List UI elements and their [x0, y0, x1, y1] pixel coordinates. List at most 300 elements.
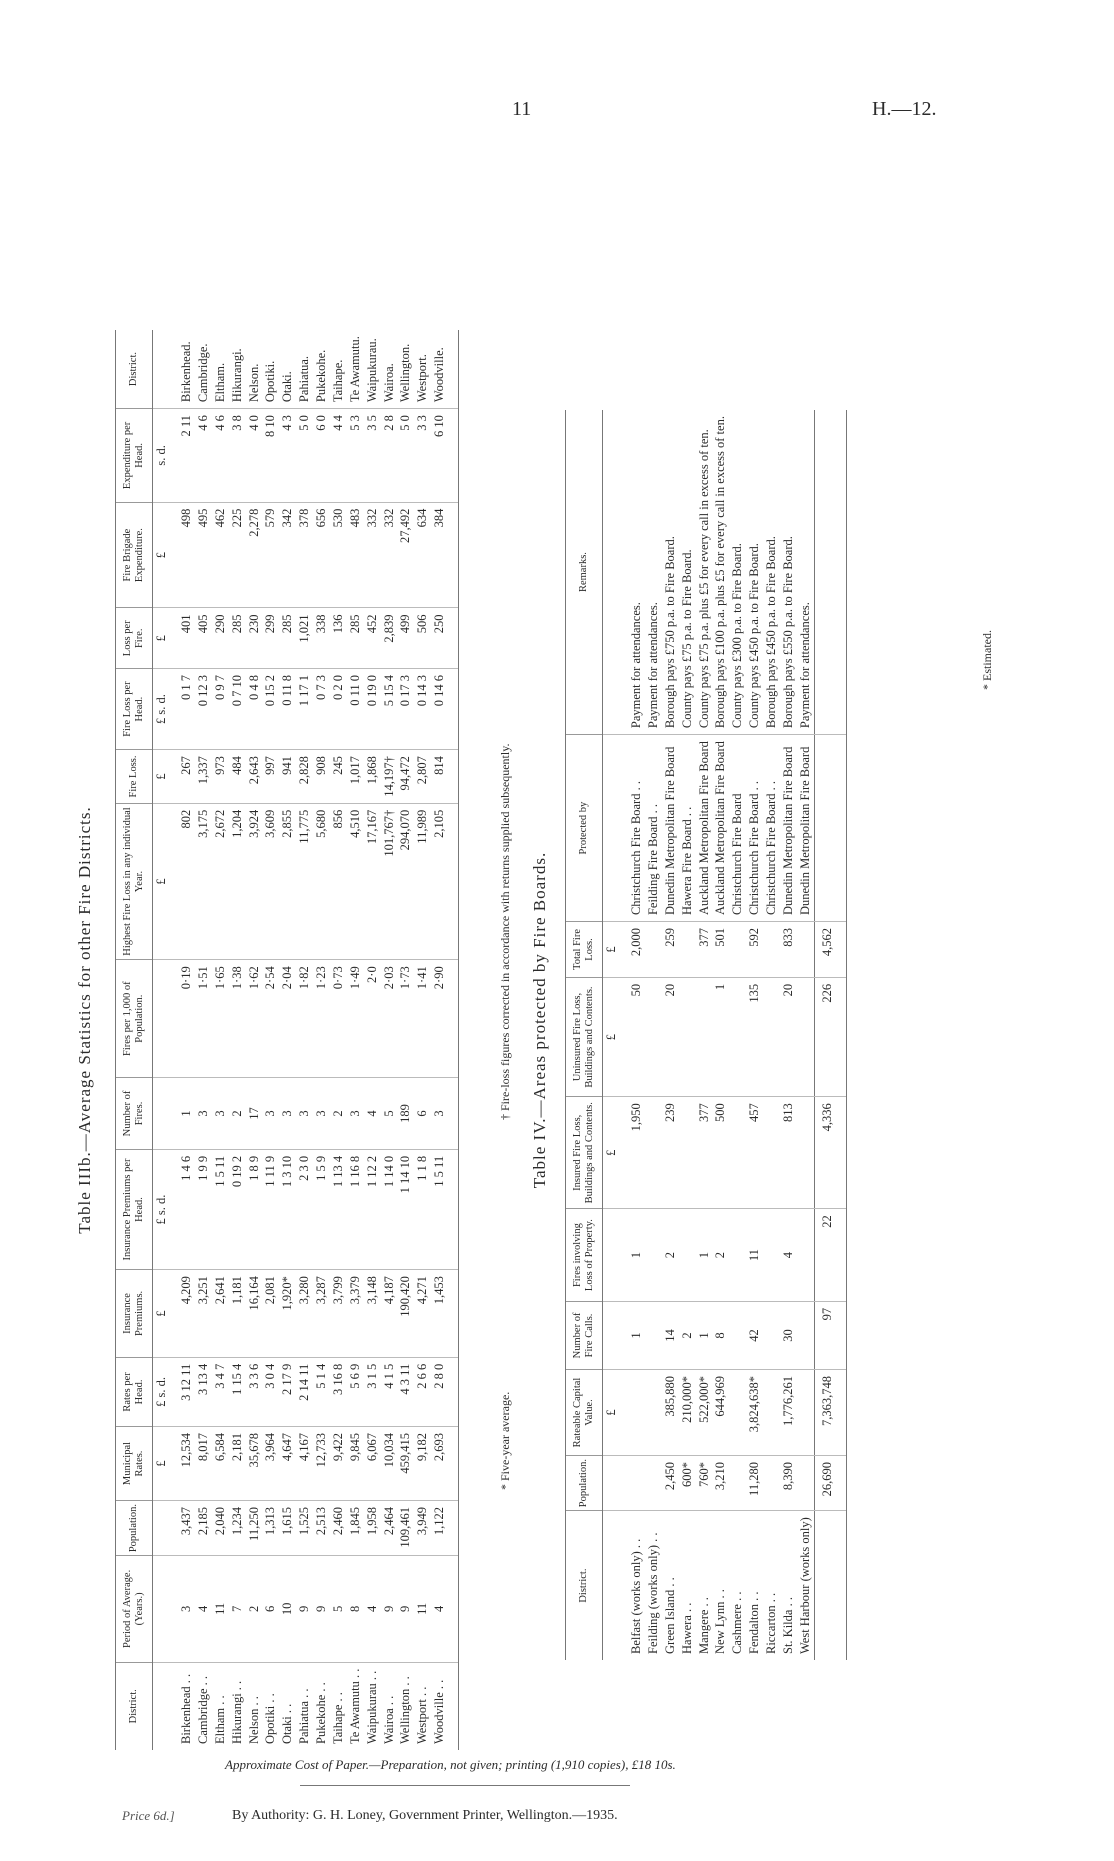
table-cell	[679, 977, 696, 1096]
table-cell: County pays £300 p.a. to Fire Board.	[729, 410, 746, 735]
table-cell: 1,337	[195, 750, 212, 804]
table-cell: 2	[679, 1301, 696, 1369]
table-cell	[797, 977, 814, 1096]
table-cell: Waipukurau.	[364, 330, 381, 409]
table-cell	[679, 1209, 696, 1302]
table-cell: 833	[780, 922, 797, 978]
table-cell: 3,609	[262, 803, 279, 959]
table-cell	[620, 1456, 645, 1511]
column-header: Insured Fire Loss, Buildings and Contents.	[566, 1097, 603, 1209]
table-cell: 4 6	[212, 409, 229, 503]
table-cell: 239	[662, 1097, 679, 1209]
table-cell: 2·54	[262, 960, 279, 1078]
table-cell: Taihape.	[330, 330, 347, 409]
table-cell: 1,122	[431, 1501, 458, 1556]
unit-cell	[603, 1456, 620, 1511]
table-cell: 1	[170, 1078, 195, 1150]
table-cell: 338	[313, 608, 330, 669]
table-cell: 20	[662, 977, 679, 1096]
table-cell	[797, 1209, 814, 1302]
table-cell: 378	[296, 502, 313, 608]
table-row	[679, 410, 696, 1660]
table-cell: 1	[712, 977, 729, 1096]
column-header: Insurance Premiums per Head.	[116, 1149, 153, 1269]
table-cell: 483	[347, 502, 364, 608]
table-cell: 600*	[679, 1456, 696, 1511]
table-cell: 1	[696, 1301, 713, 1369]
table-cell: 3,964	[262, 1427, 279, 1501]
table-cell: 1 4 6	[170, 1149, 195, 1269]
table-cell: 2	[330, 1078, 347, 1150]
table-cell: 3,924	[246, 803, 263, 959]
table-row	[780, 410, 797, 1660]
table-cell: 1 5 9	[313, 1149, 330, 1269]
unit-cell: £	[153, 1270, 170, 1358]
table-row	[431, 330, 458, 1750]
table-cell: 8	[712, 1301, 729, 1369]
table-cell: 384	[431, 502, 458, 608]
table-cell: 2,807	[414, 750, 431, 804]
total-cell: 4,562	[814, 922, 846, 978]
table-cell: Taihape . .	[330, 1692, 345, 1744]
table-4-header-row	[566, 410, 603, 1660]
table-cell: Hikurangi . .	[229, 1680, 244, 1744]
table-cell: 1	[620, 1209, 645, 1302]
table-cell: 11,775	[296, 803, 313, 959]
table-4-title: Table IV.—Areas protected by Fire Boards.	[530, 851, 549, 1189]
table-cell: 2,643	[246, 750, 263, 804]
table-cell: 135	[746, 977, 763, 1096]
page-number: 11	[512, 98, 532, 120]
table-cell: 2 6 6	[414, 1357, 431, 1426]
table-cell: 2 17 9	[279, 1357, 296, 1426]
table-cell: 2 8	[381, 409, 398, 503]
table-cell: 656	[313, 502, 330, 608]
column-header: Population.	[116, 1501, 153, 1556]
table-row	[330, 330, 347, 1750]
column-header: Fire Brigade Expenditure.	[116, 502, 153, 608]
total-cell	[814, 735, 846, 922]
unit-cell: £	[153, 502, 170, 608]
column-header: Loss per Fire.	[116, 608, 153, 669]
table-cell: 230	[246, 608, 263, 669]
table-cell: 2 11	[170, 409, 195, 503]
table-cell: 457	[746, 1097, 763, 1209]
table-cell: 9	[397, 1556, 414, 1662]
table-cell: 500	[712, 1097, 729, 1209]
table-cell: 814	[431, 750, 458, 804]
table-cell: 4 6	[195, 409, 212, 503]
table-row	[313, 330, 330, 1750]
table-cell: 1,776,261	[780, 1369, 797, 1455]
table-cell: Eltham . .	[212, 1695, 227, 1744]
table-cell: Birkenhead . .	[179, 1673, 193, 1744]
table-cell: 30	[780, 1301, 797, 1369]
column-header: Population.	[566, 1456, 603, 1511]
table-cell: 27,492	[397, 502, 414, 608]
total-cell: 26,690	[814, 1456, 846, 1511]
table-cell	[679, 1097, 696, 1209]
table-cell: 0 7 10	[229, 669, 246, 750]
table-cell: 5 0	[296, 409, 313, 503]
table-cell: 290	[212, 608, 229, 669]
unit-cell	[153, 1078, 170, 1150]
table-row	[763, 410, 780, 1660]
table-cell: 11	[414, 1556, 431, 1662]
table-cell: 94,472	[397, 750, 414, 804]
table-cell: 4,209	[170, 1270, 195, 1358]
table-cell: Fendalton . .	[747, 1591, 762, 1654]
column-header: Number of Fires.	[116, 1078, 153, 1150]
table-cell: 0 14 6	[431, 669, 458, 750]
table-3-body	[170, 330, 459, 1750]
unit-cell	[603, 1511, 620, 1660]
table-cell: St. Kilda . .	[780, 1597, 795, 1654]
table-cell: 377	[696, 922, 713, 978]
table-cell	[763, 1369, 780, 1455]
table-cell: 592	[746, 922, 763, 978]
table-cell: 285	[347, 608, 364, 669]
table-cell: 6	[414, 1078, 431, 1150]
table-cell: 136	[330, 608, 347, 669]
table-cell: 9,845	[347, 1427, 364, 1501]
table-cell: 1 17 1	[296, 669, 313, 750]
table-cell: 2·0	[364, 960, 381, 1078]
table-cell: 7	[229, 1556, 246, 1662]
table-row	[397, 330, 414, 1750]
table-cell: 1 3 10	[279, 1149, 296, 1269]
table-cell: 1,958	[364, 1501, 381, 1556]
table-cell: 644,969	[712, 1369, 729, 1455]
column-header: Fire Loss.	[116, 750, 153, 804]
table-cell: 1·41	[414, 960, 431, 1078]
table-cell: 5 6 9	[347, 1357, 364, 1426]
table-cell: Pahiatua.	[296, 330, 313, 409]
column-header: Rateable Capital Value.	[566, 1369, 603, 1455]
table-cell: 11,989	[414, 803, 431, 959]
table-cell: Woodville . .	[431, 1662, 458, 1750]
table-cell: 2·04	[279, 960, 296, 1078]
table-cell: 459,415	[397, 1427, 414, 1501]
table-cell: 3	[431, 1078, 458, 1150]
table-cell: 3 8	[229, 409, 246, 503]
table-3-footnote-2: † Fire-loss figures corrected in accordance with returns supplied subsequently.	[498, 743, 512, 1120]
column-header: District.	[116, 1662, 153, 1750]
table-cell	[729, 1209, 746, 1302]
table-cell: 2,855	[279, 803, 296, 959]
unit-cell: £	[603, 977, 620, 1096]
table-cell: 332	[381, 502, 398, 608]
table-cell: 42	[746, 1301, 763, 1369]
table-cell: 3,949	[414, 1501, 431, 1556]
unit-cell: £	[603, 1369, 620, 1455]
table-row	[414, 330, 431, 1750]
table-row	[229, 330, 246, 1750]
table-cell: Riccarton . .	[764, 1592, 778, 1654]
column-header: Number of Fire Calls.	[566, 1301, 603, 1369]
table-cell: 3,287	[313, 1270, 330, 1358]
table-cell: 2,460	[330, 1501, 347, 1556]
table-cell: 0 19 2	[229, 1149, 246, 1269]
table-cell: 3,251	[195, 1270, 212, 1358]
table-cell: 12,733	[313, 1427, 330, 1501]
total-cell	[814, 410, 846, 735]
table-cell: Wellington . .	[398, 1676, 413, 1744]
table-cell: 14	[662, 1301, 679, 1369]
column-header: District.	[566, 1511, 603, 1660]
table-row	[246, 330, 263, 1750]
table-cell: 1 5 11	[431, 1149, 458, 1269]
table-cell	[797, 922, 814, 978]
table-cell: Pahiatua . .	[297, 1688, 312, 1744]
table-cell: 3,175	[195, 803, 212, 959]
table-cell: 2,464	[381, 1501, 398, 1556]
footer-rule	[300, 1785, 630, 1786]
table-cell: 109,461	[397, 1501, 414, 1556]
table-cell: 499	[397, 608, 414, 669]
table-cell: 1·51	[195, 960, 212, 1078]
table-cell: 530	[330, 502, 347, 608]
unit-cell	[603, 1209, 620, 1302]
column-header: Remarks.	[566, 410, 603, 735]
table-row	[746, 410, 763, 1660]
table-cell: 5	[330, 1556, 347, 1662]
table-cell: Nelson.	[246, 330, 263, 409]
table-cell: 1 15 4	[229, 1357, 246, 1426]
table-cell: 1·23	[313, 960, 330, 1078]
table-cell: 997	[262, 750, 279, 804]
table-4-unit-row	[603, 410, 620, 1660]
unit-cell: £	[153, 803, 170, 959]
table-cell: Wairoa.	[381, 330, 398, 409]
table-cell: 4 4	[330, 409, 347, 503]
total-cell	[814, 1511, 846, 1660]
table-cell: 332	[364, 502, 381, 608]
page-reference: H.—12.	[872, 98, 937, 120]
table-cell: 1	[620, 1301, 645, 1369]
table-cell: 1 8 9	[246, 1149, 263, 1269]
table-cell: 6,584	[212, 1427, 229, 1501]
table-cell: 1 9 9	[195, 1149, 212, 1269]
table-cell: 3 4 7	[212, 1357, 229, 1426]
table-cell: 225	[229, 502, 246, 608]
column-header: Municipal Rates.	[116, 1427, 153, 1501]
table-row	[262, 330, 279, 1750]
table-cell: 2,040	[212, 1501, 229, 1556]
table-cell: 0 2 0	[330, 669, 347, 750]
table-cell: 1,525	[296, 1501, 313, 1556]
table-cell: 3 12 11	[170, 1357, 195, 1426]
table-cell: 2	[662, 1209, 679, 1302]
table-cell: 2,828	[296, 750, 313, 804]
table-cell: 3,379	[347, 1270, 364, 1358]
table-cell	[797, 1301, 814, 1369]
column-header: Period of Average. (Years.)	[116, 1556, 153, 1662]
unit-cell: £	[153, 608, 170, 669]
table-cell: Feilding (works only) . .	[645, 1532, 660, 1654]
table-cell: 5 1 4	[313, 1357, 330, 1426]
table-cell: Payment for attendances.	[620, 410, 645, 735]
table-cell: 1,868	[364, 750, 381, 804]
table-cell	[696, 977, 713, 1096]
table-3-unit-row	[153, 330, 170, 1750]
table-cell: 9,422	[330, 1427, 347, 1501]
table-cell: Borough pays £100 p.a. plus £5 for every call in excess of ten.	[712, 410, 729, 735]
table-cell: 9	[381, 1556, 398, 1662]
table-cell: 9	[313, 1556, 330, 1662]
table-row	[170, 330, 195, 1750]
table-cell	[729, 1097, 746, 1209]
table-cell	[645, 1301, 662, 1369]
table-cell: 1·65	[212, 960, 229, 1078]
total-cell: 7,363,748	[814, 1369, 846, 1455]
table-cell: 3	[262, 1078, 279, 1150]
table-cell: 259	[662, 922, 679, 978]
table-cell	[620, 1369, 645, 1455]
table-cell: 495	[195, 502, 212, 608]
table-4-body	[620, 410, 846, 1660]
table-cell: 8 10	[262, 409, 279, 503]
table-cell: 10,034	[381, 1427, 398, 1501]
table-row	[797, 410, 814, 1660]
table-cell	[645, 1369, 662, 1455]
column-header: Protected by	[566, 735, 603, 922]
table-cell: 11	[746, 1209, 763, 1302]
table-cell: Christchurch Fire Board . .	[620, 735, 645, 922]
unit-cell: £	[603, 1097, 620, 1209]
table-cell: 2,000	[620, 922, 645, 978]
table-cell	[645, 977, 662, 1096]
column-header: Insurance Premiums.	[116, 1270, 153, 1358]
table-cell: 856	[330, 803, 347, 959]
table-cell: Otaki.	[279, 330, 296, 409]
table-cell: 0 11 0	[347, 669, 364, 750]
table-cell: Woodville.	[431, 330, 458, 409]
totals-row	[814, 410, 846, 1660]
table-cell: 4,647	[279, 1427, 296, 1501]
table-cell: 1,845	[347, 1501, 364, 1556]
table-cell: 452	[364, 608, 381, 669]
table-cell: 3 0 4	[262, 1357, 279, 1426]
table-cell: 1·73	[397, 960, 414, 1078]
table-cell: Westport . .	[415, 1686, 430, 1744]
total-cell: 226	[814, 977, 846, 1096]
table-cell: 1 11 9	[262, 1149, 279, 1269]
table-cell: Cashmere . .	[730, 1591, 745, 1654]
table-cell: 3	[212, 1078, 229, 1150]
table-cell: 12,534	[170, 1427, 195, 1501]
table-cell: 3	[279, 1078, 296, 1150]
table-cell: Wairoa . .	[381, 1695, 396, 1744]
table-cell: 0 17 3	[397, 669, 414, 750]
table-cell: 908	[313, 750, 330, 804]
table-cell: 4 1 5	[381, 1357, 398, 1426]
table-cell: 2,513	[313, 1501, 330, 1556]
price-note: Price 6d.]	[122, 1808, 175, 1823]
table-row	[620, 410, 645, 1660]
table-cell	[645, 1209, 662, 1302]
table-cell: 1 16 8	[347, 1149, 364, 1269]
table-cell: 2	[712, 1209, 729, 1302]
table-cell: 1·62	[246, 960, 263, 1078]
table-cell: 4 3 11	[397, 1357, 414, 1426]
table-cell: 5,680	[313, 803, 330, 959]
table-cell: 4,167	[296, 1427, 313, 1501]
table-cell: Birkenhead.	[170, 330, 195, 409]
column-header: Expenditure per Head.	[116, 409, 153, 503]
table-cell: 0 12 3	[195, 669, 212, 750]
table-cell: Borough pays £450 p.a. to Fire Board.	[763, 410, 780, 735]
table-cell: 4	[364, 1078, 381, 1150]
table-cell: 5	[381, 1078, 398, 1150]
table-cell	[729, 977, 746, 1096]
table-cell: 0 7 3	[313, 669, 330, 750]
total-cell: 22	[814, 1209, 846, 1302]
table-cell: 1,017	[347, 750, 364, 804]
table-cell: Dunedin Metropolitan Fire Board	[797, 735, 814, 922]
table-cell: 401	[170, 608, 195, 669]
table-cell: 1,950	[620, 1097, 645, 1209]
table-cell: 2	[229, 1078, 246, 1150]
table-cell: 2,105	[431, 803, 458, 959]
table-cell: Hikurangi.	[229, 330, 246, 409]
column-header: Fires involving Loss of Property.	[566, 1209, 603, 1302]
table-row	[296, 330, 313, 1750]
table-cell	[763, 1456, 780, 1511]
table-cell: 294,070	[397, 803, 414, 959]
table-cell: Mangere . .	[696, 1597, 711, 1654]
table-cell: 35,678	[246, 1427, 263, 1501]
table-cell: 1 5 11	[212, 1149, 229, 1269]
table-cell: 3	[195, 1078, 212, 1150]
table-cell	[679, 922, 696, 978]
table-row	[347, 330, 364, 1750]
table-cell: Dunedin Metropolitan Fire Board	[780, 735, 797, 922]
table-row	[696, 410, 713, 1660]
table-cell: 1,453	[431, 1270, 458, 1358]
table-cell: 3	[170, 1556, 195, 1662]
unit-cell: £	[603, 922, 620, 978]
table-cell: Green Island . .	[662, 1577, 677, 1654]
table-cell: Wellington.	[397, 330, 414, 409]
table-cell: 2 14 11	[296, 1357, 313, 1426]
table-cell: Dunedin Metropolitan Fire Board	[662, 735, 679, 922]
table-cell: 1 12 2	[364, 1149, 381, 1269]
table-cell: 9,182	[414, 1427, 431, 1501]
table-cell: Auckland Metropolitan Fire Board	[696, 735, 713, 922]
table-cell: 4 0	[246, 409, 263, 503]
table-cell: Eltham.	[212, 330, 229, 409]
table-row	[662, 410, 679, 1660]
table-cell: 189	[397, 1078, 414, 1150]
table-cell: 11,250	[246, 1501, 263, 1556]
table-cell: Pukekohe . .	[314, 1682, 328, 1744]
column-header: Fires per 1,000 of Population.	[116, 960, 153, 1078]
table-cell: 506	[414, 608, 431, 669]
table-cell: County pays £450 p.a. to Fire Board.	[746, 410, 763, 735]
column-header: Fire Loss per Head.	[116, 669, 153, 750]
table-cell: 8,390	[780, 1456, 797, 1511]
table-cell: 1,615	[279, 1501, 296, 1556]
table-cell: 14,197†	[381, 750, 398, 804]
table-cell: 2,839	[381, 608, 398, 669]
table-row	[279, 330, 296, 1750]
table-cell: 579	[262, 502, 279, 608]
table-cell: 0 14 3	[414, 669, 431, 750]
table-cell: 11,280	[746, 1456, 763, 1511]
table-row	[212, 330, 229, 1750]
table-cell: New Lynn . .	[713, 1589, 728, 1654]
